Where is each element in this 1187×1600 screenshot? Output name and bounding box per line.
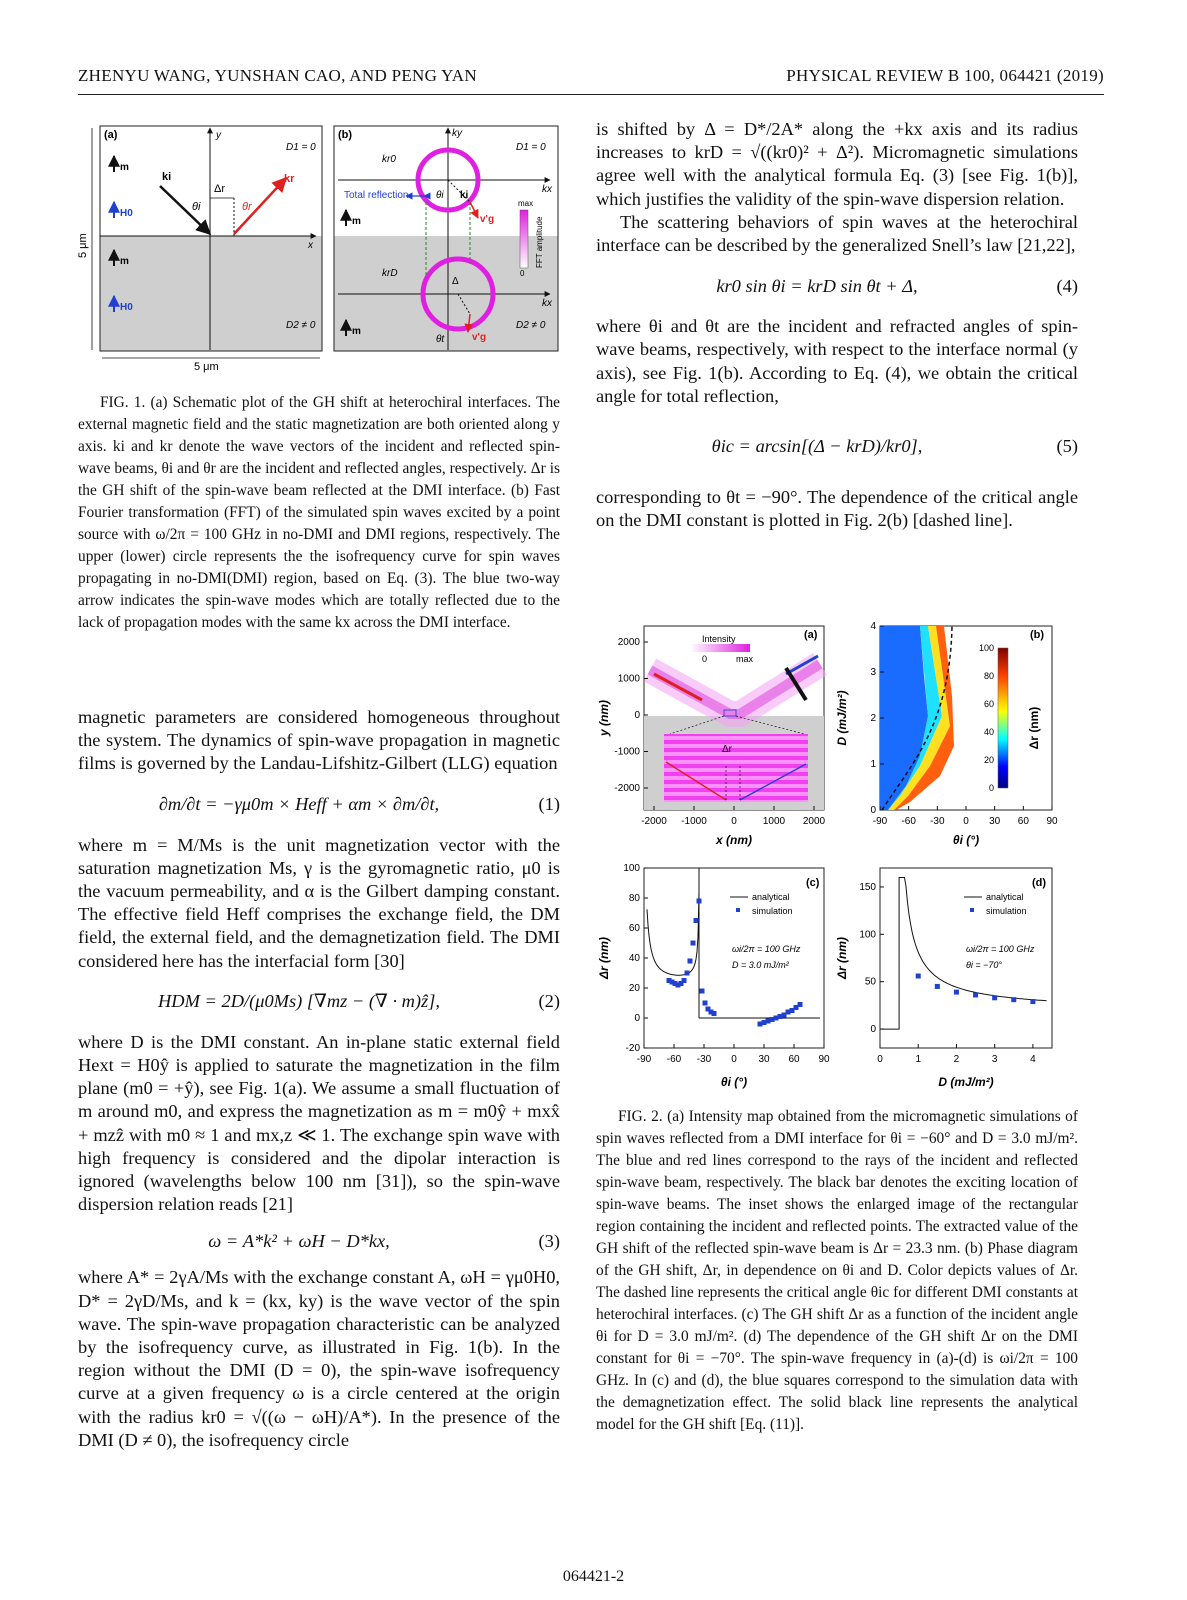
panel-d-ytick-label: 0 bbox=[870, 1024, 876, 1036]
figure-1-panel-a bbox=[77, 126, 322, 373]
paragraph: where θi and θt are the incident and refracted angles of spin-wave beams, respectively, with respect to the interface normal (y axis), see Fig. 1(b). According to Eq. (4), we obtain the critical angle for total reflection, bbox=[596, 316, 1078, 406]
paragraph: The scattering behaviors of spin waves at the heterochiral interface can be described by the generalized Snell’s law [21,22], bbox=[596, 211, 1078, 256]
svg-text:m: m bbox=[352, 216, 361, 227]
svg-text:θr: θr bbox=[242, 201, 252, 213]
panel-d-xtick-label: 1 bbox=[915, 1054, 922, 1065]
panel-b-ytick-label: 0 bbox=[870, 805, 876, 816]
panel-c-sim-point bbox=[688, 959, 693, 964]
panel-a-xtick-label: 0 bbox=[731, 816, 737, 827]
svg-text:Δr (nm): Δr (nm) bbox=[835, 936, 849, 980]
svg-text:H0: H0 bbox=[120, 302, 133, 313]
svg-text:x (nm): x (nm) bbox=[716, 833, 752, 847]
figure-1-caption: FIG. 1. (a) Schematic plot of the GH shift at heterochiral interfaces. The external magnetic field and the static magnetization are both oriented along y axis. ki and kr denote the wave vectors of the incident and reflected spin-wave beams, θi and θr are the incident and reflected angles, respectively. Δr is the GH shift of the spin-wave beam reflected at the DMI interface. (b) Fast Fourier transformation (FFT) of the simulated spin waves excited by a point source with ω/2π = 100 GHz in no-DMI and DMI regions, respectively. The upper (lower) circle represents the the isofrequency curve for spin waves propagating in no-DMI(DMI) region, based on Eq. (3). The blue two-way arrow indicates the spin-wave modes which are totally reflected due to the lack of propagation modes with the same kx across the DMI interface. bbox=[78, 394, 560, 631]
svg-text:H0: H0 bbox=[120, 208, 133, 219]
svg-text:x: x bbox=[308, 240, 313, 251]
svg-text:m: m bbox=[352, 326, 361, 337]
header-rule bbox=[78, 94, 1104, 95]
panel-d-sim-point bbox=[954, 990, 959, 995]
svg-text:(b): (b) bbox=[338, 129, 353, 141]
panel-c-ytick-label: 40 bbox=[628, 953, 640, 964]
panel-a-ytick-label: -1000 bbox=[614, 746, 640, 758]
panel-d-xtick-label: 2 bbox=[953, 1054, 960, 1065]
paragraph: where D is the DMI constant. An in-plane static external field Hext = H0ŷ is applied to saturate the magnetization in the film plane (m0 = +ŷ), see Fig. 1(a). We assume a small fluctuation of m around m0, and express the magnetization as m = m0ŷ + mxx̂ + mzẑ with m0 ≈ 1 and mx,z ≪ 1. The exchange spin wave with high frequency is considered and the dipolar interaction is ignored (wavelengths below 100 nm [31]), so the spin-wave dispersion relation reads [21] bbox=[78, 1031, 560, 1215]
svg-text:(b): (b) bbox=[1030, 629, 1045, 641]
panel-b-ytick-label: 4 bbox=[870, 621, 876, 632]
svg-text:D1 = 0: D1 = 0 bbox=[286, 142, 316, 153]
panel-b-ytick-label: 1 bbox=[870, 759, 876, 770]
panel-b-xtick-label: 60 bbox=[1017, 816, 1029, 827]
figure-1-panel-b bbox=[334, 126, 558, 351]
svg-text:Total reflection: Total reflection bbox=[344, 190, 409, 201]
panel-c-sim-point bbox=[682, 978, 687, 983]
panel-c-sim-point bbox=[694, 918, 699, 923]
svg-text:simulation: simulation bbox=[986, 906, 1027, 916]
svg-text:y (nm): y (nm) bbox=[597, 700, 611, 736]
svg-text:Δr: Δr bbox=[722, 744, 733, 755]
svg-text:θi = −70°: θi = −70° bbox=[966, 960, 1003, 970]
panel-d-ytick-label: 150 bbox=[859, 881, 876, 893]
panel-c-sim-point bbox=[691, 941, 696, 946]
panel-c-ytick-label: 80 bbox=[628, 893, 640, 904]
panel-b-xtick-label: -90 bbox=[872, 816, 888, 827]
svg-text:D2 ≠ 0: D2 ≠ 0 bbox=[286, 320, 316, 331]
svg-text:kr0: kr0 bbox=[382, 154, 396, 165]
panel-c-xtick-label: 0 bbox=[731, 1054, 737, 1065]
panel-d-ytick-label: 50 bbox=[864, 976, 876, 988]
right-column bbox=[596, 118, 1078, 532]
panel-c-xtick-label: -90 bbox=[636, 1054, 652, 1065]
svg-text:Δr: Δr bbox=[214, 183, 226, 195]
panel-b-xtick-label: -30 bbox=[930, 816, 945, 827]
svg-text:D2 ≠ 0: D2 ≠ 0 bbox=[516, 320, 546, 331]
panel-b-cbar-tick: 100 bbox=[978, 643, 994, 653]
panel-b-cbar-tick: 20 bbox=[983, 755, 994, 765]
panel-a-ytick-label: 0 bbox=[634, 710, 640, 721]
panel-c-sim-point bbox=[685, 971, 690, 976]
svg-text:analytical: analytical bbox=[986, 892, 1024, 902]
svg-text:FFT amplitude: FFT amplitude bbox=[535, 216, 544, 268]
panel-d-ytick-label: 100 bbox=[859, 929, 876, 941]
panel-b-ytick-label: 3 bbox=[870, 667, 876, 678]
svg-text:kx: kx bbox=[542, 298, 552, 309]
panel-c-sim-point bbox=[700, 989, 705, 994]
svg-text:θt: θt bbox=[436, 334, 445, 345]
paragraph: corresponding to θt = −90°. The dependence of the critical angle on the DMI constant is plotted in Fig. 2(b) [dashed line]. bbox=[596, 487, 1078, 531]
figure-2-panel-c bbox=[597, 863, 830, 1089]
svg-text:Δr (nm): Δr (nm) bbox=[1027, 706, 1041, 750]
svg-text:m: m bbox=[120, 162, 129, 173]
svg-text:Δr (nm): Δr (nm) bbox=[597, 936, 611, 980]
running-header-journal: PHYSICAL REVIEW B 100, 064421 (2019) bbox=[786, 66, 1104, 85]
panel-a-ytick-label: -2000 bbox=[614, 783, 640, 794]
panel-c-sim-point bbox=[703, 1001, 708, 1006]
paragraph: is shifted by Δ = D*/2A* along the +kx axis and its radius increases to krD = √((kr0)² + Δ²). Micromagnetic simulations agree well with the analytical formula Eq. (3) [see Fig. 1(b)], which justifies the validity of the spin-wave dispersion relation. bbox=[596, 119, 1078, 209]
svg-text:θi: θi bbox=[192, 201, 201, 213]
panel-b-xtick-label: -60 bbox=[901, 816, 916, 827]
svg-text:(c): (c) bbox=[806, 877, 820, 889]
panel-b-cbar-tick: 0 bbox=[988, 783, 994, 793]
svg-text:D (mJ/m²): D (mJ/m²) bbox=[938, 1075, 994, 1089]
panel-c-xtick-label: -30 bbox=[696, 1054, 712, 1065]
equation-5: θic = arcsin[(Δ − krD)/kr0], (5) bbox=[711, 436, 1078, 457]
panel-c-sim-point bbox=[712, 1011, 717, 1016]
panel-a-xtick-label: -2000 bbox=[641, 816, 667, 827]
figure-2-panel-b bbox=[835, 621, 1058, 847]
panel-c-ytick-label: 60 bbox=[628, 923, 640, 934]
svg-text:ki: ki bbox=[162, 171, 172, 183]
svg-text:y: y bbox=[216, 130, 221, 141]
equation-1: ∂m/∂t = −γμ0m × Heff + αm × ∂m/∂t, (1) bbox=[158, 794, 560, 814]
panel-b-ytick-label: 2 bbox=[870, 713, 876, 724]
left-column bbox=[78, 706, 560, 1452]
svg-text:5 μm: 5 μm bbox=[194, 361, 219, 373]
panel-c-sim-point bbox=[798, 1002, 803, 1007]
svg-text:max: max bbox=[518, 199, 534, 208]
panel-c-ytick-label: 20 bbox=[628, 983, 640, 994]
paragraph: where m = M/Ms is the unit magnetization vector with the saturation magnetization Ms, γ is the gyromagnetic ratio, μ0 is the vacuum permeability, and α is the Gilbert damping constant. The effective field Heff comprises the exchange field, the DM field, the external field, and the demagnetization field. The DMI considered here has the interfacial form [30] bbox=[78, 834, 560, 971]
figure-2-panel-d bbox=[835, 868, 1052, 1089]
panel-c-sim-point bbox=[697, 899, 702, 904]
svg-text:(a): (a) bbox=[804, 629, 818, 641]
svg-text:Δ: Δ bbox=[452, 276, 459, 287]
panel-d-sim-point bbox=[1030, 999, 1035, 1004]
svg-text:0: 0 bbox=[702, 654, 708, 664]
panel-c-ytick-label: 0 bbox=[634, 1013, 640, 1024]
panel-c-xtick-label: 30 bbox=[758, 1054, 770, 1065]
svg-text:ωi/2π = 100 GHz: ωi/2π = 100 GHz bbox=[966, 944, 1035, 954]
panel-c-ytick-label: -20 bbox=[625, 1043, 640, 1054]
panel-d-sim-point bbox=[992, 995, 997, 1000]
svg-text:(d): (d) bbox=[1032, 877, 1047, 889]
svg-text:ωi/2π = 100 GHz: ωi/2π = 100 GHz bbox=[732, 944, 801, 954]
svg-text:θi: θi bbox=[436, 190, 444, 201]
equation-2: HDM = 2D/(μ0Ms) [∇mz − (∇ · m)ẑ], (2) bbox=[158, 991, 560, 1012]
svg-text:D1 = 0: D1 = 0 bbox=[516, 142, 546, 153]
panel-d-xtick-label: 0 bbox=[877, 1054, 883, 1065]
paragraph: magnetic parameters are considered homogeneous throughout the system. The dynamics of spin-wave propagation in magnetic films is governed by the Landau-Lifshitz-Gilbert (LLG) equation bbox=[78, 707, 560, 774]
svg-text:0: 0 bbox=[520, 269, 525, 278]
panel-a-xtick-label: 1000 bbox=[762, 816, 786, 827]
svg-text:kr: kr bbox=[284, 173, 295, 185]
panel-c-xtick-label: 90 bbox=[818, 1054, 830, 1065]
panel-d-sim-point bbox=[973, 992, 978, 997]
panel-d-sim-point bbox=[935, 984, 940, 989]
svg-text:krD: krD bbox=[382, 268, 398, 279]
figure-1 bbox=[76, 118, 562, 380]
svg-text:5 μm: 5 μm bbox=[77, 233, 89, 258]
svg-text:analytical: analytical bbox=[752, 892, 790, 902]
paragraph: where A* = 2γA/Ms with the exchange constant A, ωH = γμ0H0, D* = 2γD/Ms, and k = (kx, ky) is the wave vector of the spin wave. The spin-wave propagation characteristic can be analyzed by the isofrequency curve, as illustrated in Fig. 1(b). In the region without the DMI (D = 0), the spin-wave isofrequency curve at a given frequency ω is a circle centered at the origin with the radius kr0 = √((ω − ωH)/A*). In the presence of the DMI (D ≠ 0), the isofrequency circle bbox=[78, 1267, 560, 1450]
panel-c-xtick-label: 60 bbox=[788, 1054, 800, 1065]
svg-text:θi (°): θi (°) bbox=[720, 1075, 748, 1089]
panel-b-cbar-tick: 80 bbox=[983, 671, 994, 681]
svg-text:ki: ki bbox=[460, 190, 469, 201]
svg-text:θi (°): θi (°) bbox=[952, 833, 980, 847]
panel-a-xtick-label: -1000 bbox=[681, 816, 707, 827]
svg-text:simulation: simulation bbox=[752, 906, 793, 916]
svg-text:D = 3.0 mJ/m²: D = 3.0 mJ/m² bbox=[732, 960, 789, 970]
panel-a-ytick-label: 2000 bbox=[617, 637, 640, 648]
svg-text:Intensity: Intensity bbox=[702, 634, 736, 644]
running-header-authors: ZHENYU WANG, YUNSHAN CAO, AND PENG YAN bbox=[78, 66, 477, 85]
panel-d-xtick-label: 4 bbox=[1030, 1054, 1036, 1065]
panel-b-xtick-label: 90 bbox=[1046, 816, 1058, 827]
svg-text:(a): (a) bbox=[104, 129, 118, 141]
figure-2-panel-a bbox=[597, 626, 826, 847]
svg-text:v'g: v'g bbox=[480, 214, 495, 225]
panel-a-ytick-label: 1000 bbox=[617, 673, 640, 685]
svg-text:v'g: v'g bbox=[472, 332, 487, 343]
svg-text:max: max bbox=[736, 654, 754, 664]
panel-b-cbar-tick: 40 bbox=[983, 727, 994, 737]
panel-b-xtick-label: 30 bbox=[989, 816, 1001, 827]
panel-c-xtick-label: -60 bbox=[666, 1054, 682, 1065]
panel-a-xtick-label: 2000 bbox=[802, 816, 826, 827]
svg-text:kx: kx bbox=[542, 184, 552, 195]
figure-2 bbox=[590, 616, 1090, 1096]
panel-c-ytick-label: 100 bbox=[623, 863, 640, 874]
panel-d-sim-point bbox=[1011, 997, 1016, 1002]
equation-3: ω = A*k² + ωH − D*kx, (3) bbox=[208, 1230, 560, 1251]
panel-d-sim-point bbox=[916, 974, 921, 979]
svg-text:D (mJ/m²): D (mJ/m²) bbox=[835, 690, 849, 746]
figure-2-caption: FIG. 2. (a) Intensity map obtained from the micromagnetic simulations of spin waves reflected from a DMI interface for θi = −60° and D = 3.0 mJ/m². The blue and red lines correspond to the rays of the incident and reflected spin-wave beam, respectively. The black bar denotes the exciting location of spin-wave beams. The inset shows the enlarged image of the rectangular region containing the incident and reflected points. The extracted value of the GH shift of the reflected spin-wave beam is Δr = 23.3 nm. (b) Phase diagram of the GH shift, Δr, in dependence on θi and D. Color depicts values of Δr. The dashed line represents the critical angle θic for different DMI constants at heterochiral interfaces. (c) The GH shift Δr as a function of the incident angle θi for D = 3.0 mJ/m². (d) The dependence of the GH shift Δr on the DMI constant for θi = −70°. The spin-wave frequency in (a)-(d) is ωi/2π = 100 GHz. In (c) and (d), the blue squares correspond to the simulation data with the demagnetization effect. The solid black line represents the analytical model for the GH shift [Eq. (11)]. bbox=[596, 1108, 1078, 1433]
panel-b-xtick-label: 0 bbox=[963, 816, 969, 827]
svg-text:m: m bbox=[120, 256, 129, 267]
panel-b-cbar-tick: 60 bbox=[983, 699, 994, 709]
page-number: 064421-2 bbox=[562, 1568, 625, 1585]
equation-4: kr0 sin θi = krD sin θt + Δ, (4) bbox=[716, 275, 1078, 296]
svg-text:ky: ky bbox=[452, 128, 462, 139]
panel-d-xtick-label: 3 bbox=[991, 1054, 998, 1065]
